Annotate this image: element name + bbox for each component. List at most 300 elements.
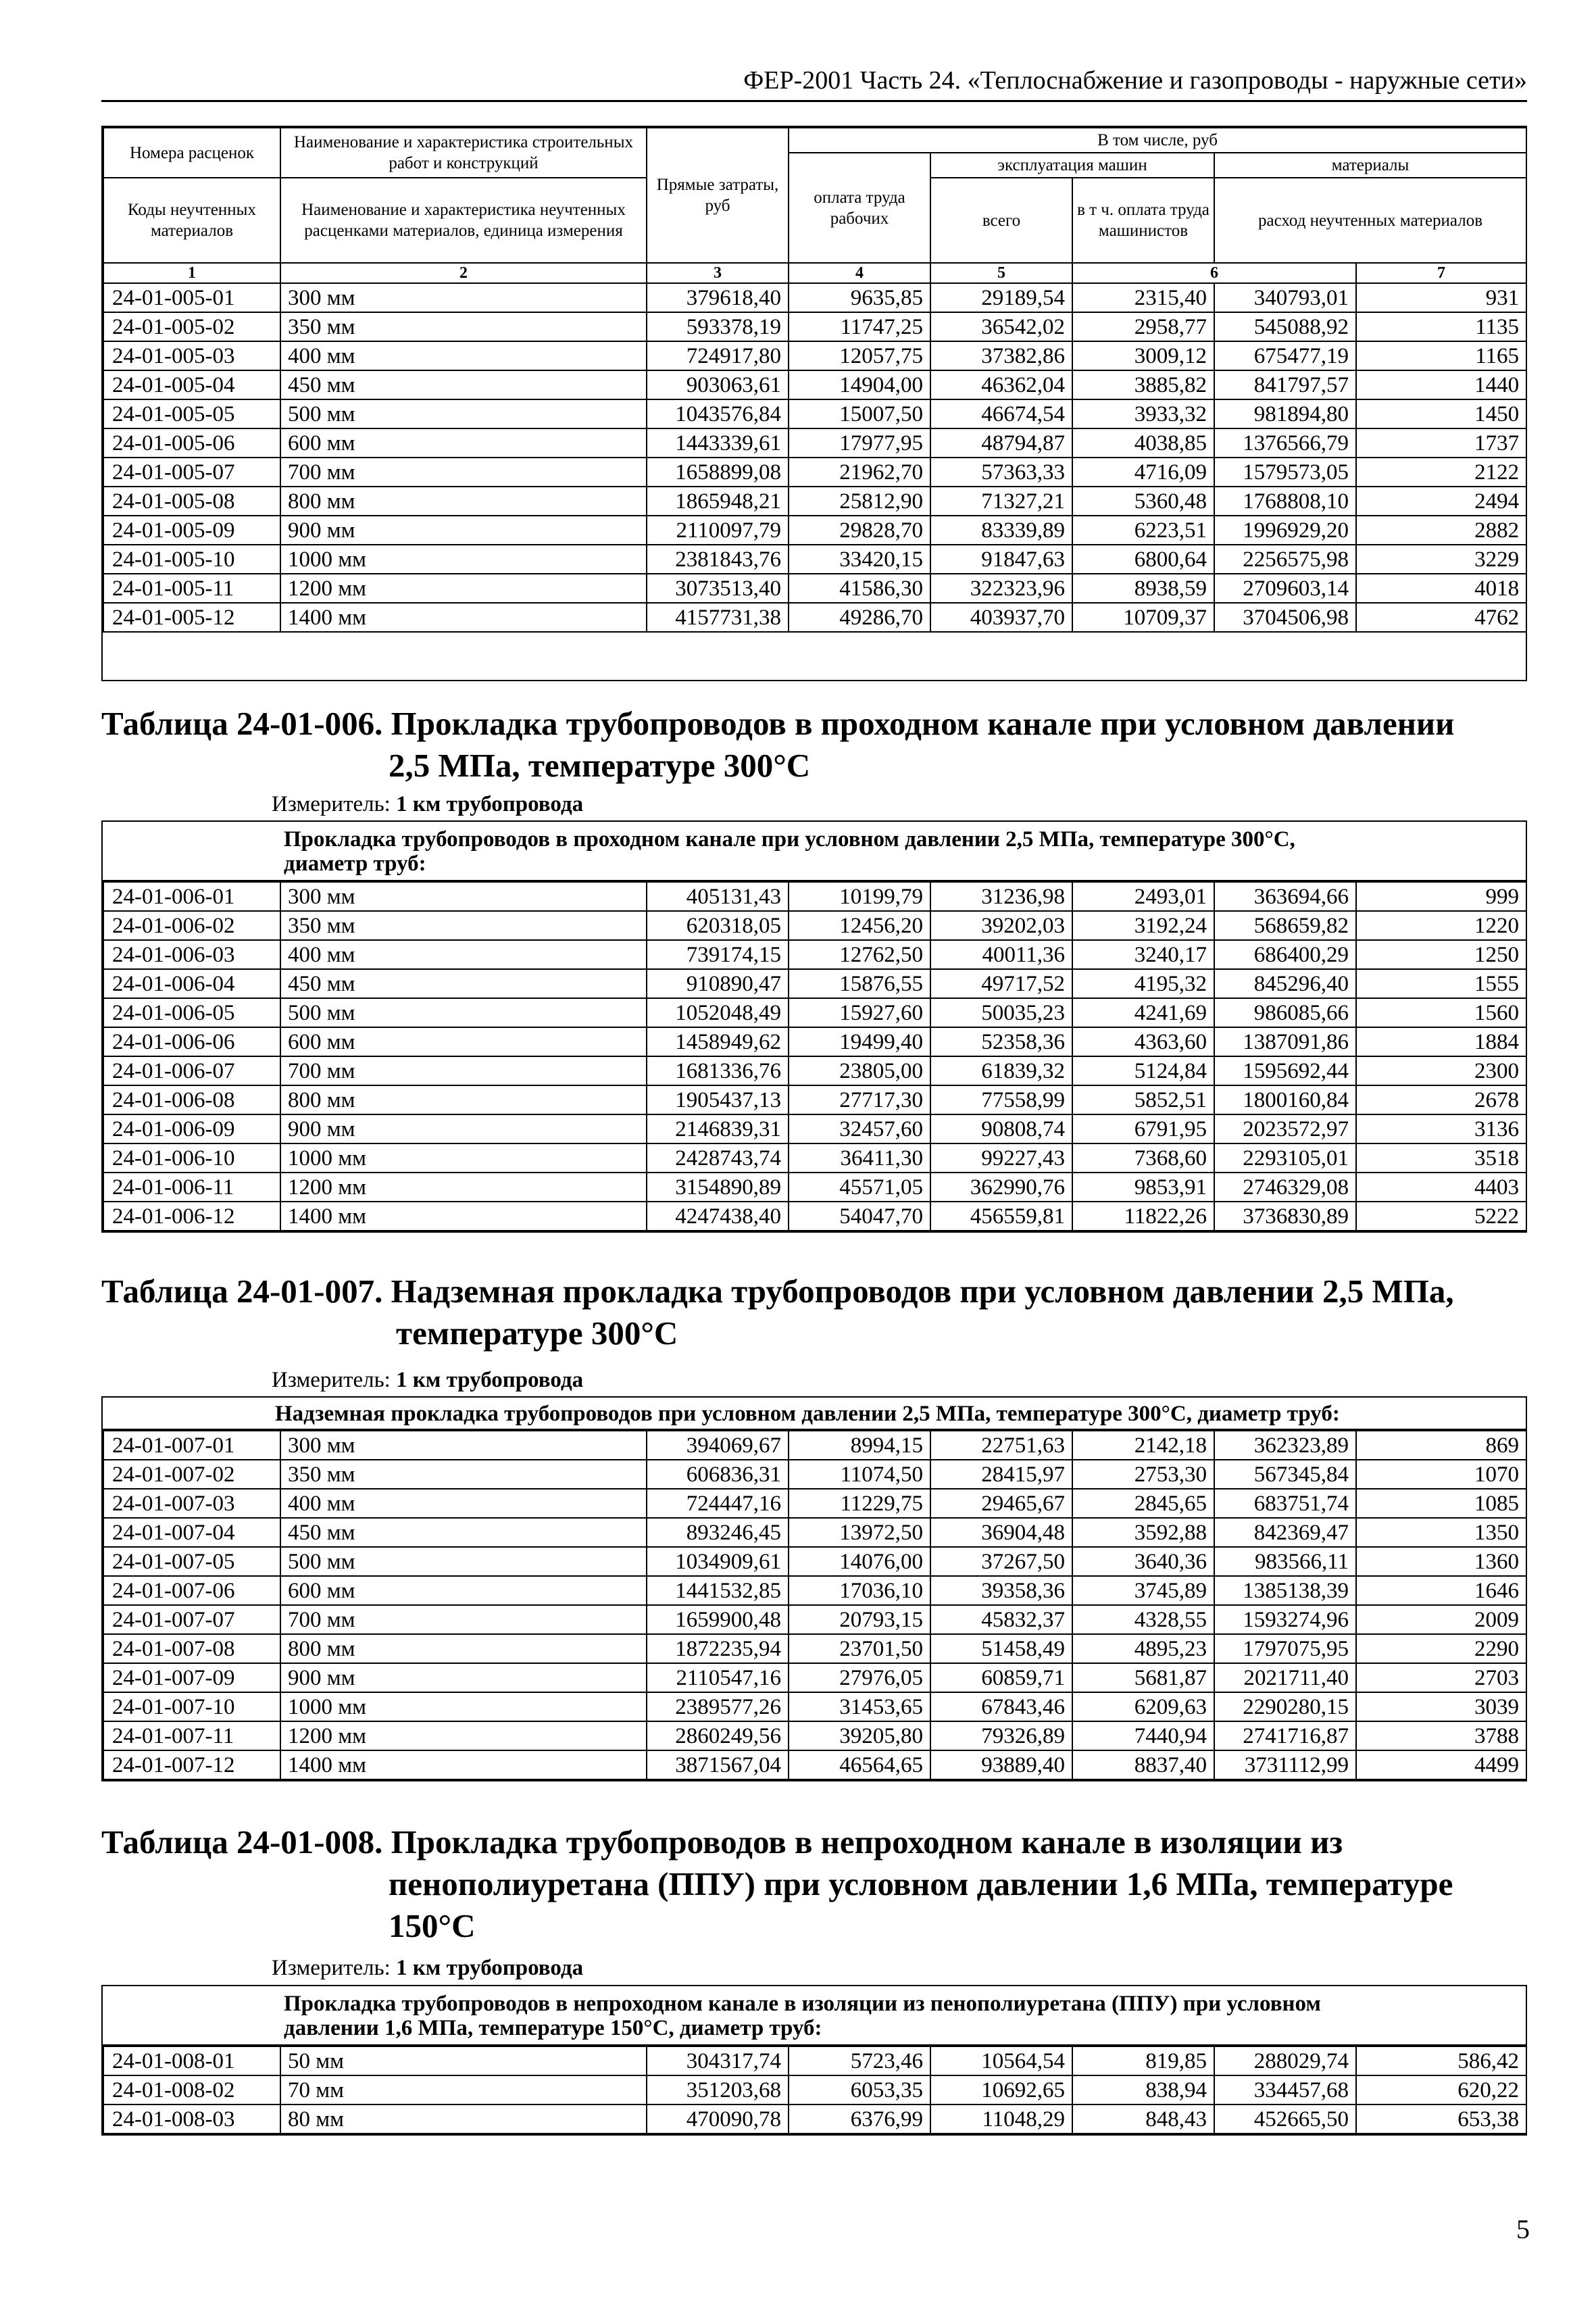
rate-code-cell: 24-01-005-06 [103,428,280,458]
table-row [103,370,1526,399]
table-007-title-line1: Таблица 24-01-007. Надземная прокладка трубопроводов при условном давлении 2,5 МПа, [101,1273,1454,1310]
machinists-wages-cell: 5360,48 [1072,487,1214,516]
materials-cell: 545088,92 [1214,312,1356,341]
table-row [103,1489,1526,1518]
labor-cell: 1070 [1356,1460,1526,1489]
materials-cell: 567345,84 [1214,1460,1356,1489]
col-machines-total: всего [930,178,1072,263]
table-row [103,1634,1526,1663]
rate-code-cell: 24-01-008-01 [103,2046,280,2075]
machinists-wages-cell: 6800,64 [1072,545,1214,574]
materials-cell: 288029,74 [1214,2046,1356,2075]
rate-code-cell: 24-01-005-11 [103,574,280,603]
rate-code-cell: 24-01-007-11 [103,1721,280,1750]
rate-code-cell: 24-01-005-03 [103,341,280,370]
table-row [103,911,1526,940]
machinists-wages-cell: 3745,89 [1072,1576,1214,1605]
rate-code-cell: 24-01-008-03 [103,2104,280,2134]
labor-cell: 1560 [1356,998,1526,1027]
diameter-cell: 350 мм [280,911,647,940]
table-row [103,1114,1526,1143]
direct-cost-cell: 1658899,08 [647,458,789,487]
wages-cell: 21962,70 [789,458,930,487]
table-row [103,1460,1526,1489]
table-007 [103,1430,1527,1780]
labor-cell: 4018 [1356,574,1526,603]
machines-total-cell: 36904,48 [930,1518,1072,1547]
direct-cost-cell: 3154890,89 [647,1173,789,1202]
rate-code-cell: 24-01-005-08 [103,487,280,516]
rate-code-cell: 24-01-008-02 [103,2075,280,2104]
table-row [103,1721,1526,1750]
materials-cell: 686400,29 [1214,940,1356,969]
measure-label: Измеритель: [272,792,391,816]
table-006-frame [101,820,1527,1233]
diameter-cell: 1200 мм [280,1173,647,1202]
direct-cost-cell: 394069,67 [647,1431,789,1460]
materials-cell: 363694,66 [1214,882,1356,911]
machinists-wages-cell: 4716,09 [1072,458,1214,487]
machinists-wages-cell: 11822,26 [1072,1202,1214,1231]
wages-cell: 49286,70 [789,603,930,632]
labor-cell: 3039 [1356,1692,1526,1721]
rate-code-cell: 24-01-006-06 [103,1027,280,1056]
wages-cell: 19499,40 [789,1027,930,1056]
table-008-title-line1: Таблица 24-01-008. Прокладка трубопроводов в непроходном канале в изоляции из [101,1823,1343,1861]
labor-cell: 586,42 [1356,2046,1526,2075]
measure-value: 1 км трубопровода [396,1956,584,1980]
machinists-wages-cell: 3885,82 [1072,370,1214,399]
machines-total-cell: 52358,36 [930,1027,1072,1056]
col-number: 4 [789,263,930,283]
direct-cost-cell: 620318,05 [647,911,789,940]
labor-cell: 3518 [1356,1143,1526,1173]
diameter-cell: 900 мм [280,1663,647,1692]
table-row [103,516,1526,545]
table-row [103,969,1526,998]
rate-code-cell: 24-01-007-08 [103,1634,280,1663]
subhead-line: давлении 1,6 МПа, температуре 150°С, диаметр труб: [284,2016,822,2040]
machines-total-cell: 71327,21 [930,487,1072,516]
table-007-measure [272,1367,583,1394]
rate-code-cell: 24-01-006-05 [103,998,280,1027]
col-code-bottom: Коды неучтенных материалов [103,178,280,263]
labor-cell: 653,38 [1356,2104,1526,2134]
table-008-frame [101,1985,1527,2136]
rate-code-cell: 24-01-005-05 [103,399,280,428]
rate-code-cell: 24-01-005-10 [103,545,280,574]
direct-cost-cell: 1681336,76 [647,1056,789,1085]
direct-cost-cell: 724917,80 [647,341,789,370]
measure-value: 1 км трубопровода [396,792,584,816]
machines-total-cell: 10692,65 [930,2075,1072,2104]
labor-cell: 2300 [1356,1056,1526,1085]
machinists-wages-cell: 3640,36 [1072,1547,1214,1576]
machinists-wages-cell: 2315,40 [1072,283,1214,312]
wages-cell: 27976,05 [789,1663,930,1692]
table-row [103,399,1526,428]
rate-code-cell: 24-01-005-01 [103,283,280,312]
diameter-cell: 800 мм [280,1634,647,1663]
table-005-frame [101,126,1527,681]
table-row [103,1547,1526,1576]
subhead-line: Прокладка трубопроводов в проходном канале при условном давлении 2,5 МПа, температуре 300°С, [284,827,1295,852]
table-row [103,487,1526,516]
col-wages: оплата труда рабочих [789,153,930,263]
machines-total-cell: 51458,49 [930,1634,1072,1663]
subhead-line: Прокладка трубопроводов в непроходном канале в изоляции из пенополиуретана (ППУ) при условном [284,1992,1321,2016]
direct-cost-cell: 3073513,40 [647,574,789,603]
direct-cost-cell: 2860249,56 [647,1721,789,1750]
machines-total-cell: 61839,32 [930,1056,1072,1085]
machines-total-cell: 40011,36 [930,940,1072,969]
rate-code-cell: 24-01-006-07 [103,1056,280,1085]
wages-cell: 29828,70 [789,516,930,545]
machines-total-cell: 22751,63 [930,1431,1072,1460]
machines-total-cell: 57363,33 [930,458,1072,487]
labor-cell: 2678 [1356,1085,1526,1114]
table-006-subhead [103,822,1526,881]
wages-cell: 45571,05 [789,1173,930,1202]
table-008-measure [272,1954,583,1981]
direct-cost-cell: 2110547,16 [647,1663,789,1692]
wages-cell: 11747,25 [789,312,930,341]
labor-cell: 1360 [1356,1547,1526,1576]
machinists-wages-cell: 3192,24 [1072,911,1214,940]
machinists-wages-cell: 6791,95 [1072,1114,1214,1143]
table-row [103,1143,1526,1173]
wages-cell: 23701,50 [789,1634,930,1663]
wages-cell: 39205,80 [789,1721,930,1750]
wages-cell: 17036,10 [789,1576,930,1605]
direct-cost-cell: 4247438,40 [647,1202,789,1231]
machinists-wages-cell: 9853,91 [1072,1173,1214,1202]
machines-total-cell: 93889,40 [930,1750,1072,1779]
wages-cell: 54047,70 [789,1202,930,1231]
wages-cell: 6053,35 [789,2075,930,2104]
machinists-wages-cell: 4195,32 [1072,969,1214,998]
table-row [103,312,1526,341]
header-rule [101,100,1527,102]
machines-total-cell: 322323,96 [930,574,1072,603]
wages-cell: 23805,00 [789,1056,930,1085]
diameter-cell: 50 мм [280,2046,647,2075]
rate-code-cell: 24-01-006-04 [103,969,280,998]
rate-code-cell: 24-01-007-09 [103,1663,280,1692]
materials-cell: 362323,89 [1214,1431,1356,1460]
direct-cost-cell: 351203,68 [647,2075,789,2104]
materials-cell: 452665,50 [1214,2104,1356,2134]
machines-total-cell: 36542,02 [930,312,1072,341]
machines-total-cell: 79326,89 [930,1721,1072,1750]
table-row [103,1750,1526,1779]
machines-total-cell: 45832,37 [930,1605,1072,1634]
materials-cell: 1593274,96 [1214,1605,1356,1634]
wages-cell: 11229,75 [789,1489,930,1518]
materials-cell: 1579573,05 [1214,458,1356,487]
machinists-wages-cell: 3009,12 [1072,341,1214,370]
direct-cost-cell: 379618,40 [647,283,789,312]
direct-cost-cell: 304317,74 [647,2046,789,2075]
rate-code-cell: 24-01-007-01 [103,1431,280,1460]
table-row [103,574,1526,603]
machinists-wages-cell: 848,43 [1072,2104,1214,2134]
rate-code-cell: 24-01-005-07 [103,458,280,487]
table-row [103,1202,1526,1231]
diameter-cell: 500 мм [280,998,647,1027]
rate-code-cell: 24-01-007-10 [103,1692,280,1721]
machinists-wages-cell: 6223,51 [1072,516,1214,545]
table-row [103,2104,1526,2134]
diameter-cell: 900 мм [280,1114,647,1143]
wages-cell: 15007,50 [789,399,930,428]
table-row [103,1518,1526,1547]
materials-cell: 1996929,20 [1214,516,1356,545]
materials-cell: 2741716,87 [1214,1721,1356,1750]
direct-cost-cell: 606836,31 [647,1460,789,1489]
diameter-cell: 70 мм [280,2075,647,2104]
rate-code-cell: 24-01-006-10 [103,1143,280,1173]
materials-cell: 983566,11 [1214,1547,1356,1576]
wages-cell: 31453,65 [789,1692,930,1721]
direct-cost-cell: 1865948,21 [647,487,789,516]
labor-cell: 1350 [1356,1518,1526,1547]
diameter-cell: 80 мм [280,2104,647,2134]
labor-cell: 4403 [1356,1173,1526,1202]
table-006 [103,881,1527,1231]
rate-code-cell: 24-01-007-12 [103,1750,280,1779]
materials-cell: 568659,82 [1214,911,1356,940]
machines-total-cell: 49717,52 [930,969,1072,998]
labor-cell: 3136 [1356,1114,1526,1143]
diameter-cell: 900 мм [280,516,647,545]
table-008-title-line3: 150°С [389,1907,476,1944]
diameter-cell: 350 мм [280,312,647,341]
diameter-cell: 300 мм [280,882,647,911]
diameter-cell: 1400 мм [280,1750,647,1779]
machines-total-cell: 39202,03 [930,911,1072,940]
machines-total-cell: 50035,23 [930,998,1072,1027]
diameter-cell: 600 мм [280,428,647,458]
table-007-frame [101,1396,1527,1781]
col-materials: материалы [1214,153,1526,178]
rate-code-cell: 24-01-007-03 [103,1489,280,1518]
table-006-measure [272,791,583,818]
col-name-bottom: Наименование и характеристика неучтенных расценками материалов, единица измерения [280,178,647,263]
labor-cell: 4762 [1356,603,1526,632]
rate-code-cell: 24-01-007-05 [103,1547,280,1576]
table-007-title-line2: температуре 300°С [396,1314,678,1352]
materials-cell: 1387091,86 [1214,1027,1356,1056]
machinists-wages-cell: 3240,17 [1072,940,1214,969]
machinists-wages-cell: 3592,88 [1072,1518,1214,1547]
direct-cost-cell: 2381843,76 [647,545,789,574]
diameter-cell: 400 мм [280,1489,647,1518]
wages-cell: 10199,79 [789,882,930,911]
materials-cell: 1768808,10 [1214,487,1356,516]
materials-cell: 2746329,08 [1214,1173,1356,1202]
materials-cell: 1376566,79 [1214,428,1356,458]
table-row [103,1663,1526,1692]
table-row [103,283,1526,312]
machines-total-cell: 37382,86 [930,341,1072,370]
rate-code-cell: 24-01-006-01 [103,882,280,911]
col-number: 2 [280,263,647,283]
labor-cell: 4499 [1356,1750,1526,1779]
direct-cost-cell: 2110097,79 [647,516,789,545]
rate-code-cell: 24-01-007-06 [103,1576,280,1605]
machinists-wages-cell: 2493,01 [1072,882,1214,911]
table-row [103,1085,1526,1114]
machines-total-cell: 77558,99 [930,1085,1072,1114]
machines-total-cell: 91847,63 [930,545,1072,574]
materials-cell: 3704506,98 [1214,603,1356,632]
materials-cell: 1385138,39 [1214,1576,1356,1605]
labor-cell: 999 [1356,882,1526,911]
wages-cell: 15876,55 [789,969,930,998]
labor-cell: 2703 [1356,1663,1526,1692]
col-number: 7 [1356,263,1526,283]
materials-cell: 986085,66 [1214,998,1356,1027]
machines-total-cell: 46362,04 [930,370,1072,399]
rate-code-cell: 24-01-005-09 [103,516,280,545]
materials-cell: 334457,68 [1214,2075,1356,2104]
diameter-cell: 350 мм [280,1460,647,1489]
table-row [103,428,1526,458]
materials-cell: 3736830,89 [1214,1202,1356,1231]
diameter-cell: 500 мм [280,1547,647,1576]
subhead-line: Надземная прокладка трубопроводов при условном давлении 2,5 МПа, температуре 300°С, диаметр труб: [275,1402,1340,1426]
rate-code-cell: 24-01-006-12 [103,1202,280,1231]
diameter-cell: 300 мм [280,283,647,312]
rate-code-cell: 24-01-006-11 [103,1173,280,1202]
wages-cell: 46564,65 [789,1750,930,1779]
diameter-cell: 300 мм [280,1431,647,1460]
materials-cell: 2709603,14 [1214,574,1356,603]
rate-code-cell: 24-01-006-08 [103,1085,280,1114]
machinists-wages-cell: 8837,40 [1072,1750,1214,1779]
machines-total-cell: 403937,70 [930,603,1072,632]
diameter-cell: 450 мм [280,1518,647,1547]
table-006-title-line1: Таблица 24-01-006. Прокладка трубопроводов в проходном канале при условном давлении [101,705,1455,742]
wages-cell: 27717,30 [789,1085,930,1114]
table-row [103,1431,1526,1460]
col-number: 1 [103,263,280,283]
rate-code-cell: 24-01-005-02 [103,312,280,341]
wages-cell: 20793,15 [789,1605,930,1634]
labor-cell: 1250 [1356,940,1526,969]
wages-cell: 12456,20 [789,911,930,940]
machines-total-cell: 11048,29 [930,2104,1072,2134]
direct-cost-cell: 893246,45 [647,1518,789,1547]
direct-cost-cell: 1458949,62 [647,1027,789,1056]
wages-cell: 14076,00 [789,1547,930,1576]
diameter-cell: 600 мм [280,1576,647,1605]
table-007-subhead [103,1398,1526,1430]
machinists-wages-cell: 4363,60 [1072,1027,1214,1056]
running-header: ФЕР-2001 Часть 24. «Теплоснабжение и газопроводы - наружные сети» [743,66,1527,95]
machines-total-cell: 39358,36 [930,1576,1072,1605]
table-row [103,545,1526,574]
diameter-cell: 800 мм [280,1085,647,1114]
labor-cell: 1085 [1356,1489,1526,1518]
labor-cell: 1646 [1356,1576,1526,1605]
rate-code-cell: 24-01-006-02 [103,911,280,940]
machinists-wages-cell: 2753,30 [1072,1460,1214,1489]
rate-code-cell: 24-01-007-04 [103,1518,280,1547]
machines-total-cell: 10564,54 [930,2046,1072,2075]
table-row [103,603,1526,632]
labor-cell: 1450 [1356,399,1526,428]
labor-cell: 1165 [1356,341,1526,370]
labor-cell: 1884 [1356,1027,1526,1056]
direct-cost-cell: 1034909,61 [647,1547,789,1576]
wages-cell: 14904,00 [789,370,930,399]
machines-total-cell: 37267,50 [930,1547,1072,1576]
wages-cell: 8994,15 [789,1431,930,1460]
machinists-wages-cell: 4038,85 [1072,428,1214,458]
wages-cell: 13972,50 [789,1518,930,1547]
table-row [103,940,1526,969]
wages-cell: 33420,15 [789,545,930,574]
labor-cell: 1220 [1356,911,1526,940]
wages-cell: 5723,46 [789,2046,930,2075]
diameter-cell: 450 мм [280,969,647,998]
materials-cell: 683751,74 [1214,1489,1356,1518]
col-number: 6 [1072,263,1356,283]
labor-cell: 2122 [1356,458,1526,487]
machinists-wages-cell: 819,85 [1072,2046,1214,2075]
table-row [103,1692,1526,1721]
materials-cell: 2023572,97 [1214,1114,1356,1143]
rate-code-cell: 24-01-006-03 [103,940,280,969]
diameter-cell: 1200 мм [280,574,647,603]
machinists-wages-cell: 838,94 [1072,2075,1214,2104]
wages-cell: 36411,30 [789,1143,930,1173]
rate-code-cell: 24-01-005-04 [103,370,280,399]
table-008-title [101,1821,1453,1947]
labor-cell: 1737 [1356,428,1526,458]
machines-total-cell: 29465,67 [930,1489,1072,1518]
table-row [103,2075,1526,2104]
diameter-cell: 700 мм [280,1056,647,1085]
machines-total-cell: 83339,89 [930,516,1072,545]
direct-cost-cell: 1052048,49 [647,998,789,1027]
materials-cell: 2293105,01 [1214,1143,1356,1173]
materials-cell: 2290280,15 [1214,1692,1356,1721]
diameter-cell: 1400 мм [280,603,647,632]
machines-total-cell: 31236,98 [930,882,1072,911]
machinists-wages-cell: 7368,60 [1072,1143,1214,1173]
materials-cell: 3731112,99 [1214,1750,1356,1779]
col-machinists: в т ч. оплата труда машинистов [1072,178,1214,263]
table-008 [103,2046,1527,2134]
labor-cell: 2494 [1356,487,1526,516]
materials-cell: 1595692,44 [1214,1056,1356,1085]
rate-code-cell: 24-01-005-12 [103,603,280,632]
materials-cell: 842369,47 [1214,1518,1356,1547]
direct-cost-cell: 405131,43 [647,882,789,911]
direct-cost-cell: 3871567,04 [647,1750,789,1779]
diameter-cell: 1000 мм [280,1143,647,1173]
table-006-title-line2: 2,5 МПа, температуре 300°С [389,747,811,784]
direct-cost-cell: 470090,78 [647,2104,789,2134]
wages-cell: 12762,50 [789,940,930,969]
table-row [103,1605,1526,1634]
labor-cell: 2290 [1356,1634,1526,1663]
diameter-cell: 1000 мм [280,545,647,574]
table-row [103,458,1526,487]
